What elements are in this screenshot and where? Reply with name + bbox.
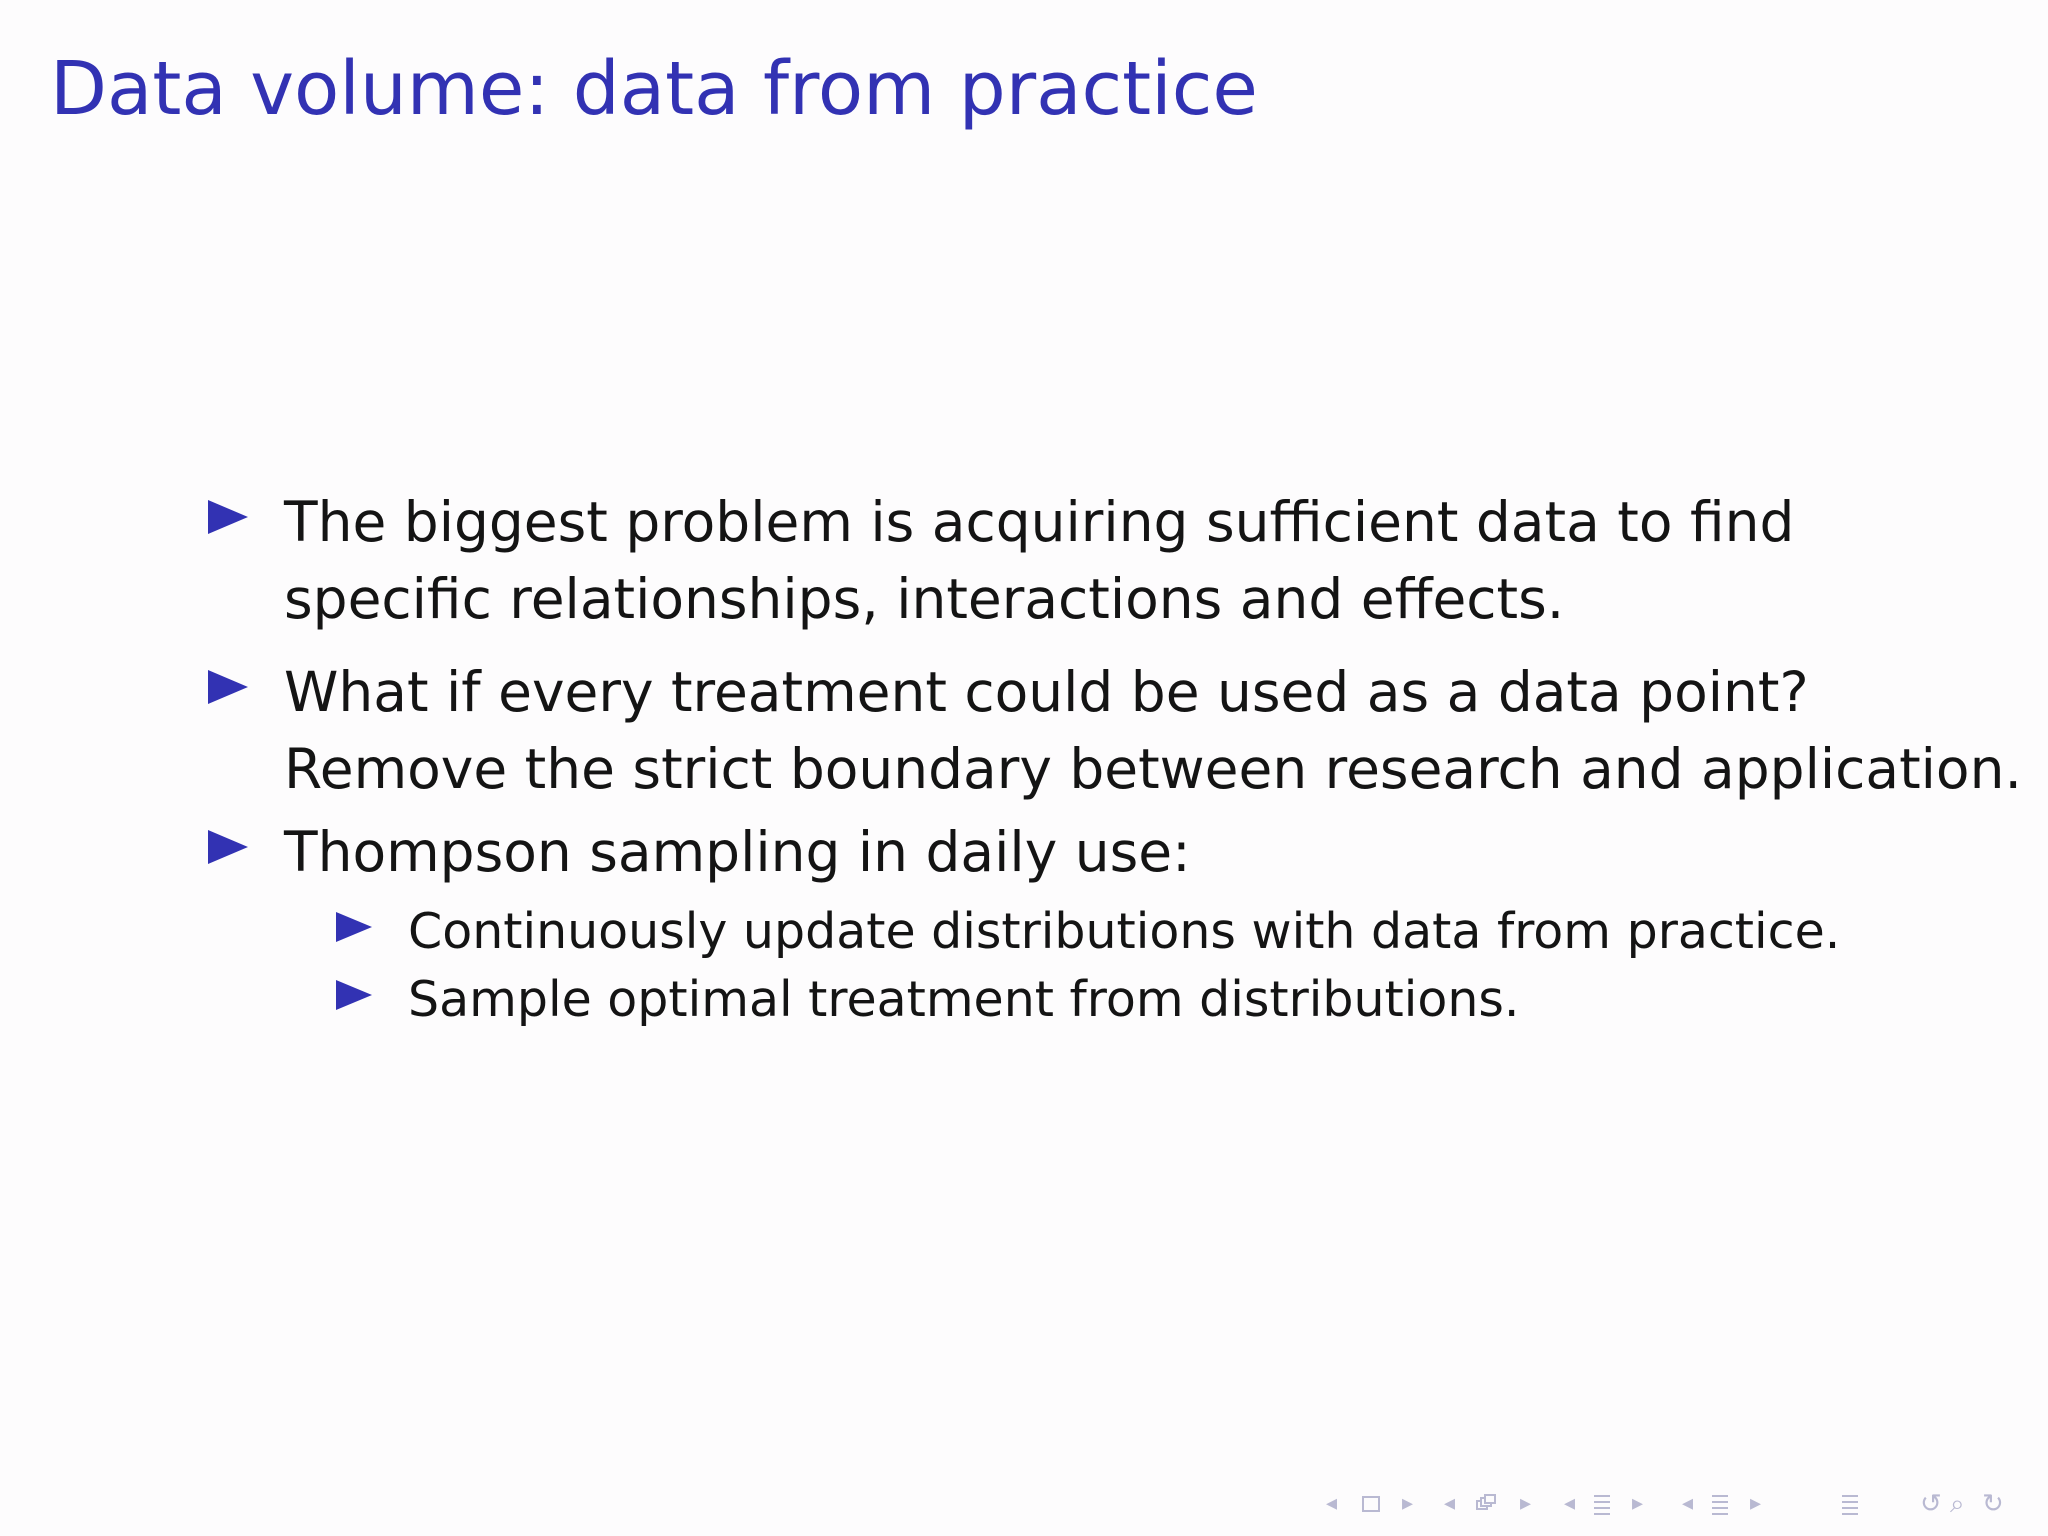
sub-bullet-triangle-icon <box>336 912 372 942</box>
arrow-left-icon[interactable]: ◂ <box>1564 1491 1576 1516</box>
subsection-icon[interactable] <box>1476 1494 1496 1512</box>
bullet-triangle-icon <box>208 670 248 704</box>
arrow-right-icon[interactable]: ▸ <box>1520 1491 1532 1516</box>
beamer-navigation-bar <box>1320 1486 2040 1522</box>
forward-icon[interactable]: ↻ <box>1982 1489 2004 1519</box>
bullet-text <box>284 654 2022 808</box>
document-icon[interactable] <box>1710 1493 1730 1515</box>
section-icon[interactable] <box>1592 1493 1612 1515</box>
bullet-line: What if every treatment could be used as a data point? <box>284 660 1809 724</box>
arrow-left-icon[interactable]: ◂ <box>1444 1491 1456 1516</box>
arrow-right-icon[interactable]: ▸ <box>1402 1491 1414 1516</box>
search-icon[interactable]: ⌕ <box>1950 1489 1965 1519</box>
bullet-line: The biggest problem is acquiring sufficient data to find <box>284 490 1795 554</box>
appendix-icon[interactable] <box>1840 1493 1860 1515</box>
back-icon[interactable]: ↺ <box>1920 1489 1942 1519</box>
bullet-triangle-icon <box>208 830 248 864</box>
frame-icon[interactable] <box>1362 1496 1380 1512</box>
sub-bullet-text: Sample optimal treatment from distributions. <box>408 971 1520 1028</box>
bullet-triangle-icon <box>208 500 248 534</box>
bullet-text <box>284 484 1794 638</box>
arrow-right-icon[interactable]: ▸ <box>1632 1491 1644 1516</box>
bullet-text <box>284 814 1191 891</box>
bullet-line: Remove the strict boundary between research and application. <box>284 737 2022 801</box>
slide-title: Data volume: data from practice <box>50 46 1258 132</box>
sub-bullet-triangle-icon <box>336 980 372 1010</box>
bullet-line: Thompson sampling in daily use: <box>284 820 1191 884</box>
sub-bullet-text: Continuously update distributions with data from practice. <box>408 903 1841 960</box>
arrow-left-icon[interactable]: ◂ <box>1326 1491 1338 1516</box>
arrow-left-icon[interactable]: ◂ <box>1682 1491 1694 1516</box>
bullet-line: specific relationships, interactions and effects. <box>284 567 1565 631</box>
arrow-right-icon[interactable]: ▸ <box>1750 1491 1762 1516</box>
